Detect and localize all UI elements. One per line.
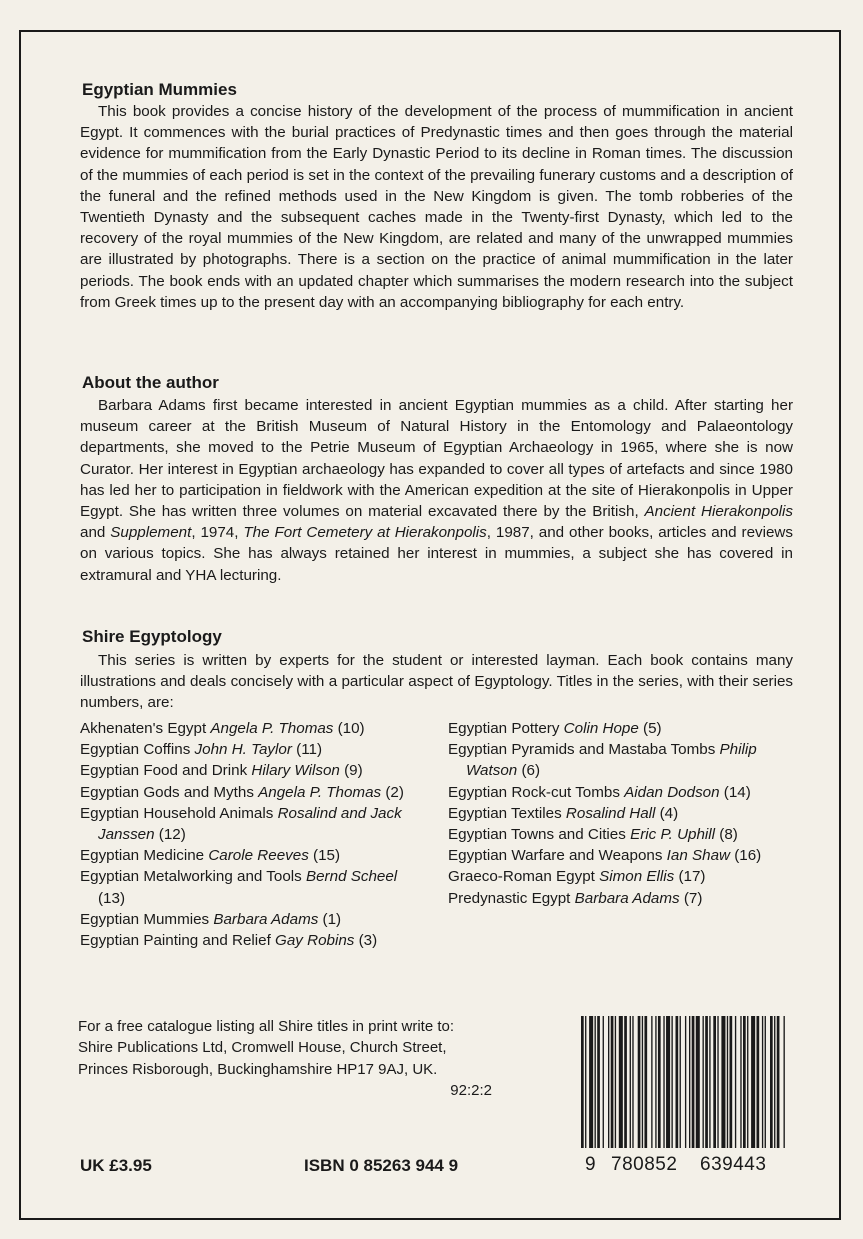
- barcode-bar: [655, 1016, 656, 1148]
- isbn: ISBN 0 85263 944 9: [304, 1156, 459, 1175]
- barcode-digit-group-right: 639443: [700, 1154, 767, 1175]
- series-number: (1): [318, 910, 342, 928]
- series-title-item: [448, 866, 793, 887]
- barcode-bar: [743, 1016, 746, 1148]
- heading-about-author: About the author: [82, 373, 219, 392]
- series-title-item: [80, 803, 425, 845]
- series-title-item: [448, 782, 793, 803]
- series-author: Philip Watson: [466, 741, 757, 780]
- series-title-item: [80, 760, 425, 781]
- barcode-bar: [685, 1016, 686, 1148]
- book-description: This book provides a concise history of the development of the process of mummification in ancient Egypt. It commences with the burial practices of Predynastic times and then goes through the material evidence for mummification from the Early Dynastic Period to its decline in Roman times. The discussion of the mummies of each period is set in the context of the prevailing funerary customs and a description of the funeral and the refined methods used in the New Kingdom is given. The tomb robberies of the Twentieth Dynasty and the subsequent caches made in the Twenty-first Dynasty, which led to the recovery of the royal mummies of the New Kingdom, are related and many of the unwrapped mummies are illustrated by photographs. There is a section on the practice of animal mummification in the later periods. The book ends with an updated chapter which summarises the modern research into the subject from Greek times up to the present day with an accompanying bibliography for each entry.: [80, 103, 793, 311]
- series-number: (2): [381, 783, 404, 801]
- series-title-item: [448, 845, 793, 866]
- series-number: (12): [154, 826, 186, 844]
- catalogue-line: Princes Risborough, Buckinghamshire HP17 9AJ, UK.: [78, 1060, 438, 1078]
- series-title-item: [448, 739, 793, 781]
- barcode-bar: [615, 1016, 616, 1148]
- barcode-bars: [577, 1016, 791, 1156]
- series-title: Egyptian Pyramids and Mastaba Tombs: [448, 741, 720, 759]
- barcode-bar: [727, 1016, 728, 1148]
- barcode-bar: [765, 1016, 766, 1148]
- series-title-item: [448, 888, 793, 909]
- barcode-bar: [740, 1016, 741, 1148]
- series-number: (10): [333, 720, 365, 737]
- barcode-bar: [757, 1016, 760, 1148]
- barcode-bar: [721, 1016, 725, 1148]
- series-title: Egyptian Rock-cut Tombs: [448, 783, 625, 801]
- barcode-bar: [705, 1016, 708, 1148]
- series-title: Egyptian Medicine: [80, 847, 209, 865]
- series-author: Colin Hope: [563, 720, 639, 737]
- series-title-item: [80, 845, 425, 866]
- barcode-bar: [676, 1016, 679, 1148]
- series-number: (13): [98, 889, 126, 907]
- barcode-bar: [611, 1016, 614, 1148]
- series-number: (15): [308, 847, 341, 865]
- series-author: Barbara Adams: [574, 889, 680, 907]
- series-title: Egyptian Painting and Relief: [80, 932, 276, 950]
- barcode-bar: [747, 1016, 748, 1148]
- series-author: Rosalind Hall: [565, 804, 656, 822]
- barcode-bar: [751, 1016, 755, 1148]
- series-number: (11): [291, 741, 323, 759]
- series-title-item: [448, 803, 793, 824]
- series-title: Egyptian Towns and Cities: [448, 826, 631, 844]
- series-author: Gay Robins: [275, 932, 355, 950]
- barcode-bar: [735, 1016, 736, 1148]
- series-description: This series is written by experts for the student or interested layman. Each book contains many illustrations and deals concisely with a particular aspect of Egyptology. Titles in the series, with their series numbers, are:: [80, 652, 793, 712]
- barcode-bar: [581, 1016, 584, 1148]
- series-number: (17): [674, 868, 706, 886]
- catalogue-address: [78, 1016, 492, 1101]
- series-title: Egyptian Pottery: [448, 720, 564, 737]
- series-number: (14): [719, 783, 751, 801]
- series-title: Egyptian Textiles: [448, 804, 566, 822]
- barcode-bar: [651, 1016, 652, 1148]
- barcode-bar: [658, 1016, 661, 1148]
- series-number: (16): [729, 847, 762, 865]
- barcode-bar: [709, 1016, 710, 1148]
- barcode: [577, 1016, 791, 1178]
- series-author: Rosalind and Jack Janssen: [98, 804, 402, 844]
- series-author: Hilary Wilson: [251, 762, 340, 780]
- barcode-bar: [642, 1016, 643, 1148]
- barcode-bar: [692, 1016, 695, 1148]
- series-title: Egyptian Food and Drink: [80, 762, 252, 780]
- series-title-item: [80, 866, 425, 908]
- barcode-bar: [644, 1016, 647, 1148]
- barcode-digit-group-left: 780852: [611, 1154, 678, 1175]
- series-title-item: [80, 930, 425, 951]
- barcode-bar: [630, 1016, 631, 1148]
- barcode-bar: [713, 1016, 716, 1148]
- barcode-bar: [597, 1016, 600, 1148]
- series-number: (4): [655, 804, 679, 822]
- catalogue-line: For a free catalogue listing all Shire titles in print write to:: [78, 1018, 455, 1035]
- barcode-bar: [774, 1016, 775, 1148]
- barcode-bar: [680, 1016, 681, 1148]
- barcode-bar: [696, 1016, 700, 1148]
- series-title: Egyptian Household Animals: [80, 804, 278, 822]
- barcode-bar: [777, 1016, 780, 1148]
- series-title: Graeco-Roman Egypt: [448, 868, 600, 886]
- series-number: (5): [638, 720, 662, 737]
- series-title: Egyptian Coffins: [80, 741, 195, 759]
- barcode-bar: [585, 1016, 586, 1148]
- series-title: Predynastic Egypt: [448, 889, 575, 907]
- author-bio: Barbara Adams first became interested in ancient Egyptian mummies as a child. After starting her museum career at the British Museum of Natural History in the Entomology and Palaeontology departments, she moved to the Petrie Museum of Egyptian Archaeology in 1965, where she is now Curator. Her interest in Egyptian archaeology has expanded to cover all types of artefacts and since 1980 has led her to participation in fieldwork with the American expedition at the site of Hierakonpolis in Upper Egypt. She has written three volumes on material excavated there by the British, Ancient Hierakonpolis and Supplement, 1974, The Fort Cemetery at Hierakonpolis, 1987, and other books, articles and reviews on various topics. She has always retained her interest in mummies, a subject she has covered in extramural and YHA lecturing.: [80, 397, 793, 584]
- series-title-item: [80, 782, 425, 803]
- series-title-item: [80, 909, 425, 930]
- series-author: Angela P. Thomas: [210, 720, 334, 737]
- heading-shire-egyptology: Shire Egyptology: [82, 627, 222, 646]
- barcode-bar: [784, 1016, 785, 1148]
- series-title: Egyptian Gods and Myths: [80, 783, 259, 801]
- series-number: (9): [339, 762, 363, 780]
- title-list-right: [448, 718, 793, 909]
- barcode-bar: [730, 1016, 733, 1148]
- barcode-bar: [689, 1016, 690, 1148]
- series-author: Ian Shaw: [666, 847, 730, 865]
- series-title: Egyptian Warfare and Weapons: [448, 847, 667, 865]
- barcode-bar: [603, 1016, 604, 1148]
- barcode-bar: [619, 1016, 623, 1148]
- series-title-item: [448, 824, 793, 845]
- series-author: Barbara Adams: [213, 910, 319, 928]
- series-author: Carole Reeves: [208, 847, 309, 865]
- barcode-bar: [666, 1016, 670, 1148]
- series-author: Simon Ellis: [599, 868, 675, 886]
- series-author: Eric P. Uphill: [630, 826, 716, 844]
- series-author: Angela P. Thomas: [258, 783, 382, 801]
- catalogue-code: 92:2:2: [450, 1081, 492, 1099]
- series-author: John H. Taylor: [194, 741, 292, 759]
- series-number: (8): [715, 826, 738, 844]
- series-number: (7): [679, 889, 703, 907]
- title-list-left: [80, 718, 425, 951]
- catalogue-line: Shire Publications Ltd, Cromwell House, Church Street,: [78, 1039, 447, 1057]
- series-title: Akhenaten's Egypt: [80, 720, 211, 737]
- series-title: Egyptian Metalworking and Tools: [80, 868, 306, 886]
- barcode-bar: [703, 1016, 704, 1148]
- series-title-item: [80, 739, 425, 760]
- series-author: Bernd Scheel: [305, 868, 398, 886]
- series-title: Egyptian Mummies: [80, 910, 214, 928]
- barcode-bar: [632, 1016, 633, 1148]
- barcode-bar: [663, 1016, 664, 1148]
- barcode-bar: [638, 1016, 641, 1148]
- series-title-item: [80, 718, 425, 739]
- series-number: (3): [354, 932, 378, 950]
- barcode-bar: [671, 1016, 672, 1148]
- barcode-digit-lead: 9: [585, 1154, 597, 1175]
- heading-egyptian-mummies: Egyptian Mummies: [82, 80, 237, 99]
- barcode-bar: [624, 1016, 627, 1148]
- series-title-item: [448, 718, 793, 739]
- series-number: (6): [517, 762, 540, 780]
- barcode-bar: [589, 1016, 593, 1148]
- barcode-bar: [717, 1016, 718, 1148]
- barcode-bar: [595, 1016, 596, 1148]
- barcode-bar: [770, 1016, 773, 1148]
- barcode-bar: [762, 1016, 763, 1148]
- barcode-bar: [608, 1016, 609, 1148]
- series-author: Aidan Dodson: [624, 783, 720, 801]
- price: UK £3.95: [80, 1156, 152, 1175]
